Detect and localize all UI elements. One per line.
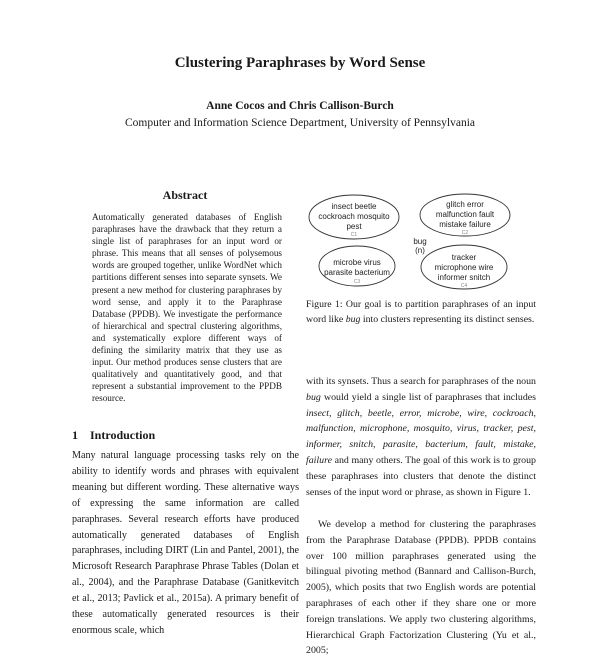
- caption-prefix: Figure 1: Our goal is to partition paraphrases of an input word like: [306, 299, 536, 325]
- abstract-heading: Abstract: [162, 188, 208, 202]
- figure-1: [308, 193, 534, 293]
- cluster-c3-line-2: parasite bacterium: [324, 268, 390, 277]
- abstract-body: Automatically generated databases of English paraphrases have the drawback that they return a single list of paraphrases for an input word or phrase. This means that all senses of polysemous words are grouped together, unlike WordNet which partitions different senses into separate synsets. We present a new method for clustering paraphrases by word sense, and apply it to the Paraphrase Database (PPDB). We investigate the performance of hierarchical and spectral clustering algorithms, and systematically explore different ways of defining the similarity matrix that they use as input. Our method produces sense clusters that are qualitatively and quantitatively good, and that represent a substantial improvement to the PPDB resource.: [92, 212, 282, 404]
- figure-caption: [306, 298, 536, 327]
- cluster-c3-line-1: microbe virus: [333, 258, 381, 267]
- right-p1-paraphrase-list: insect, glitch, beetle, error, microbe, wire, cockroach, malfunction, microphone, mosquito, virus, tracker, pest, informer, snitch, parasite, bacterium, fault, mistake, failure: [306, 407, 536, 466]
- paper-title: Clustering Paraphrases by Word Sense: [174, 55, 426, 71]
- cluster-c2-line-1: glitch error: [446, 200, 484, 209]
- figure-center-word: bug: [413, 237, 427, 246]
- right-paragraph-1: [306, 374, 536, 500]
- paper-authors: Anne Cocos and Chris Callison-Burch: [206, 100, 394, 112]
- figure-center-pos: (n): [415, 246, 425, 255]
- cluster-c4-line-3: informer snitch: [437, 273, 491, 282]
- paper-affiliation: Computer and Information Science Department, University of Pennsylvania: [124, 117, 476, 129]
- section-number: 1: [72, 428, 78, 442]
- cluster-c3-label: C3: [353, 279, 361, 285]
- cluster-c4-line-2: microphone wire: [434, 263, 494, 272]
- right-p1-text-b: would yield a single list of paraphrases that includes: [320, 391, 536, 403]
- right-p1-word: bug: [306, 391, 321, 403]
- section-heading-introduction: [72, 428, 298, 443]
- right-p1-text-c: and many others. The goal of this work is to group these paraphrases into clusters that denote the distinct senses of the input word or phrase, as shown in Figure 1.: [306, 454, 536, 498]
- cluster-c2-line-2: malfunction fault: [435, 210, 495, 219]
- caption-suffix: into clusters representing its distinct senses.: [360, 313, 535, 325]
- cluster-c2-label: C2: [461, 230, 469, 236]
- caption-word: bug: [345, 313, 361, 325]
- cluster-diagram: [308, 193, 534, 293]
- section-title: Introduction: [90, 428, 156, 442]
- introduction-body: Many natural language processing tasks rely on the ability to identify words and phrases with equivalent meaning but different wording. These alternative ways of expressing the same information are called paraphrases. Several research efforts have produced automatically generated databases of English paraphrases, including DIRT (Lin and Pantel, 2001), the Microsoft Research Paraphrase Phrase Tables (Dolan et al., 2004), and the Paraphrase Database (Ganitkevitch et al., 2013; Pavlick et al., 2015a). A primary benefit of these automatically generated resources is their enormous scale, which: [72, 450, 299, 636]
- right-paragraph-2: We develop a method for clustering the paraphrases from the Paraphrase Database (PPDB). PPDB contains over 100 million paraphrases generated using the bilingual pivoting method (Bannard and Callison-Burch, 2005), which posits that two English words are potential paraphrases of each other if they share one or more foreign translations. We apply two clustering algorithms, Hierarchical Graph Factorization Clustering (Yu et al., 2005;: [306, 519, 536, 657]
- cluster-c1-line-3: pest: [346, 222, 362, 231]
- right-p1-text-a: with its synsets. Thus a search for paraphrases of the noun: [306, 376, 536, 387]
- cluster-c2-line-3: mistake failure: [439, 220, 491, 229]
- cluster-c4-line-1: tracker: [451, 253, 477, 262]
- cluster-c1-label: C1: [350, 232, 358, 238]
- cluster-c1-line-1: insect beetle: [331, 202, 377, 211]
- cluster-c4-label: C4: [460, 283, 468, 289]
- cluster-c1-line-2: cockroach mosquito: [318, 212, 390, 221]
